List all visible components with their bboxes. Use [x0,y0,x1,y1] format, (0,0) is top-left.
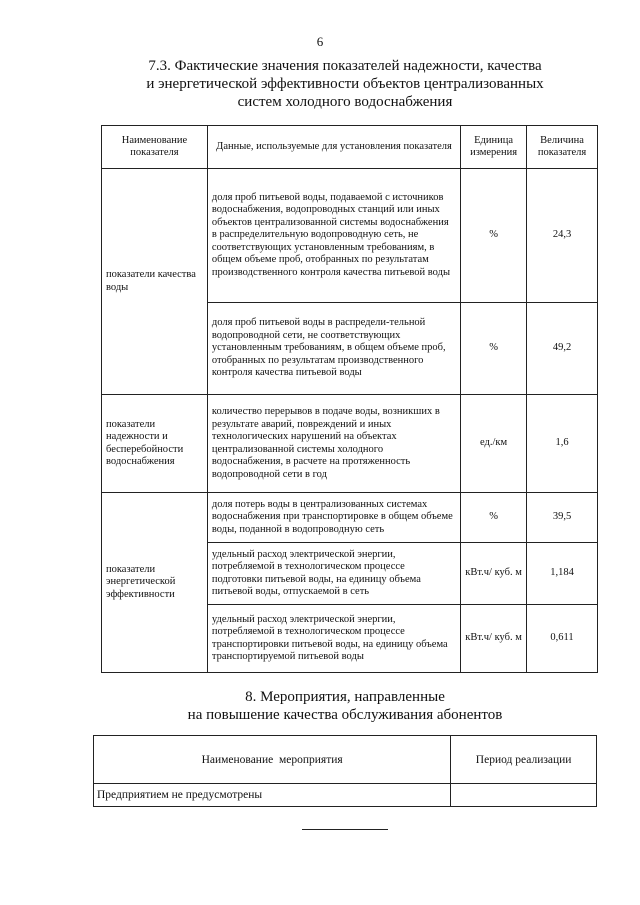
page-number: 6 [316,34,324,49]
header-data-used: Данные, используемые для установления показателя [207,126,460,169]
row-description: доля проб питьевой воды, подаваемой с источников водоснабжения, водопроводных станций или иных объектов централизованной системы водоснабжения в распределительную водопроводную сеть, не соответствующих установленным требованиям, в общем объеме проб, отобранных по результатам производственного контроля качества питьевой воды [207,169,460,303]
row-description: доля потерь воды в централизованных системах водоснабжения при транспортировке в общем объеме воды, поданной в водопроводную сеть [207,493,460,543]
measures-table [93,735,597,807]
row-value: 1,6 [527,395,598,493]
category-water-quality: показатели качества воды [102,169,208,395]
measure-period [451,784,597,807]
category-reliability: показатели надежности и бесперебойности водоснабжения [102,395,208,493]
section-7-3-title-line-3: систем холодного водоснабжения [237,94,453,110]
section-8-title [110,688,580,724]
category-energy-efficiency: показатели энергетической эффективности [102,493,208,673]
row-unit: кВт.ч/ куб. м [461,543,527,605]
row-unit: кВт.ч/ куб. м [461,605,527,673]
row-description: доля проб питьевой воды в распредели-тельной водопроводной сети, не соответствующих установленным требованиям, в общем объеме проб, отобранных по результатам производственного контроля качества питьевой воды [207,303,460,395]
measure-name: Предприятием не предусмотрены [94,784,451,807]
indicators-table [101,125,598,673]
row-unit: ед./км [461,395,527,493]
section-7-3-title [110,57,580,111]
row-unit: % [461,303,527,395]
row-unit: % [461,169,527,303]
header-measure-name: Наименование мероприятия [94,736,451,784]
table-row [102,395,598,493]
row-value: 49,2 [527,303,598,395]
header-indicator-name: Наименование показателя [102,126,208,169]
table-row [102,169,598,303]
row-unit: % [461,493,527,543]
row-value: 39,5 [527,493,598,543]
row-description: удельный расход электрической энергии, потребляемой в технологическом процессе подготовки питьевой воды, на единицу объема питьевой воды, отпускаемой в сеть [207,543,460,605]
header-unit: Единица измерения [461,126,527,169]
indicators-header-row [102,126,598,169]
end-divider [302,829,388,830]
row-description: удельный расход электрической энергии, потребляемой в технологическом процессе транспортировки питьевой воды, на единицу объема транспортируемой питьевой воды [207,605,460,673]
table-row [102,493,598,543]
row-value: 1,184 [527,543,598,605]
measures-header-row [94,736,597,784]
section-8-title-line-2: на повышение качества обслуживания абонентов [187,707,503,723]
row-description: количество перерывов в подаче воды, возникших в результате аварий, повреждений и иных технологических нарушений на объектах централизованной системы холодного водоснабжения, в расчете на протяженность водопроводной сети в год [207,395,460,493]
row-value: 24,3 [527,169,598,303]
row-value: 0,611 [527,605,598,673]
section-7-3-title-line-1: 7.3. Фактические значения показателей надежности, качества [148,58,542,74]
section-8-title-line-1: 8. Мероприятия, направленные [245,689,445,705]
header-value: Величина показателя [527,126,598,169]
header-period: Период реализации [451,736,597,784]
table-row [94,784,597,807]
section-7-3-title-line-2: и энергетической эффективности объектов централизованных [146,76,544,92]
